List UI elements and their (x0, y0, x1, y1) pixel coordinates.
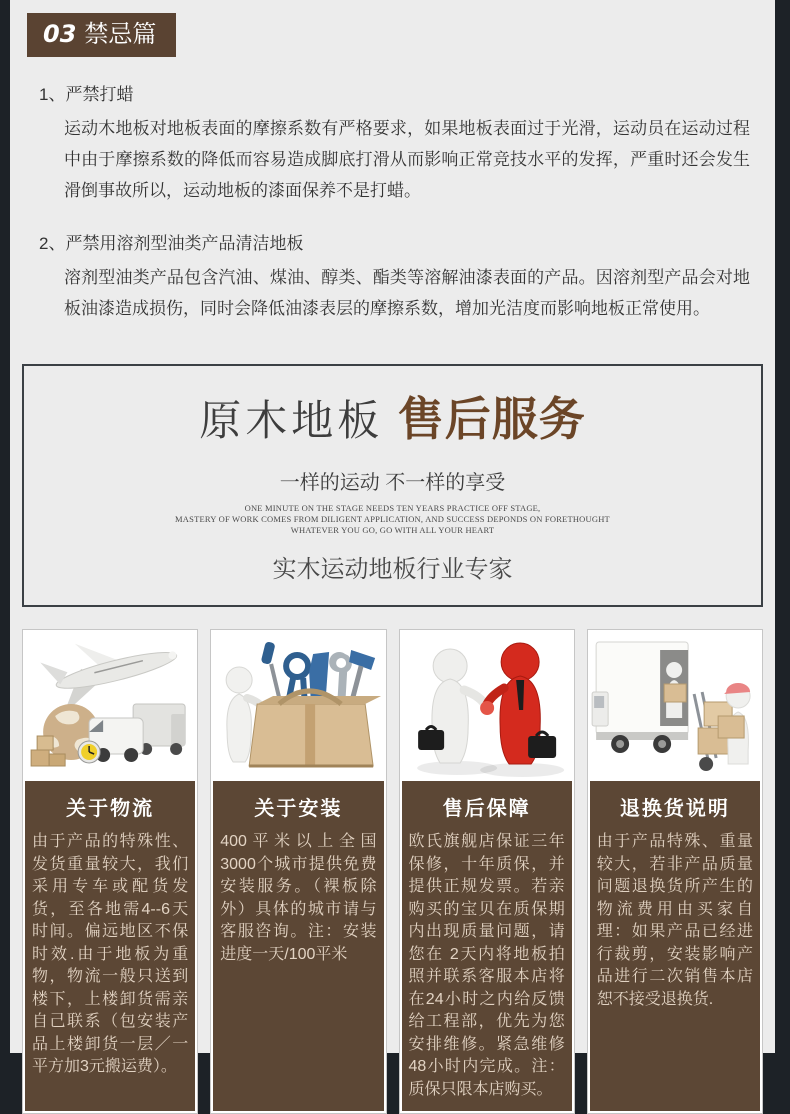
toolbox-illustration (213, 632, 383, 781)
card-body: 400平米以上全国3000个城市提供免费安装服务。（裸板除外）具体的城市请与客服咨询。注：安装进度一天/100平米 (220, 833, 377, 963)
card-text-area (402, 781, 572, 1111)
section-title: 禁忌篇 (84, 21, 157, 48)
card-title: 关于物流 (66, 798, 155, 820)
card-body: 由于产品特殊、重量较大，若非产品质量问题退换货所产生的物流费用由买家自理：如果产品已经进行裁剪，安装影响产品进行二次销售本店恕不接受退换货. (596, 833, 753, 1008)
taboo-item-title: 2、严禁用溶剂型油类产品清洁地板 (39, 234, 304, 253)
taboo-section (10, 0, 775, 324)
card-text-area (25, 781, 195, 1111)
banner-english-line: WHATEVER YOU GO, GO WITH ALL YOUR HEART (290, 525, 495, 535)
banner-subtitle: 一样的运动 不一样的享受 (279, 472, 506, 494)
card-title: 关于安装 (254, 798, 343, 820)
page-content (10, 0, 775, 1098)
section-number: 03 (43, 20, 77, 48)
card-body: 由于产品的特殊性、发货重量较大，我们采用专车或配货发货，至各地需4--6天时间。偏远地区不保时效.由于地板为重物，物流一般只送到楼下，上楼卸货需亲自己联系（包安装产品上楼卸货一层／一平方加3元搬运费）。 (32, 833, 189, 1075)
info-card-logistics (22, 629, 198, 1114)
banner-english-line: ONE MINUTE ON THE STAGE NEEDS TEN YEARS PRACTICE OFF STAGE, (244, 503, 541, 513)
banner-title-light: 原木地板 (199, 397, 384, 444)
card-title: 退换货说明 (619, 798, 730, 820)
taboo-item (27, 229, 755, 324)
white-figure (418, 649, 486, 763)
info-columns (22, 629, 763, 1114)
info-card-guarantee (399, 629, 575, 1114)
handshake-illustration (402, 632, 572, 781)
card-body: 欧氏旗舰店保证三年保修，十年质保，并提供正规发票。若亲购买的宝贝在质保期内出现质量问题，请您在 2天内将地板拍照并联系客服本店将在24小时之内给反馈给工程部，优先为您安排维修。紧急维修48小时内完成。注：质保只限本店购买。 (408, 833, 565, 1098)
delivery-illustration (590, 632, 760, 781)
taboo-item-body: 运动木地板对地板表面的摩擦系数有严格要求，如果地板表面过于光滑，运动员在运动过程中由于摩擦系数的降低而容易造成脚底打滑从而影响正常竞技水平的发挥，严重时还会发生滑倒事故所以，运动地板的漆面保养不是打蜡。 (64, 119, 750, 200)
banner-title (24, 383, 761, 449)
banner-title-bold: 售后服务 (397, 393, 586, 445)
info-card-returns (587, 629, 763, 1114)
taboo-item-body: 溶剂型油类产品包含汽油、煤油、醇类、酯类等溶解油漆表面的产品。因溶剂型产品会对地板油漆造成损伤，同时会降低油漆表层的摩擦系数，增加光洁度而影响地板正常使用。 (64, 268, 750, 318)
banner-tagline: 实木运动地板行业专家 (272, 556, 513, 583)
taboo-item-title: 1、严禁打蜡 (39, 85, 134, 104)
banner-english-line: MASTERY OF WORK COMES FROM DILIGENT APPLICATION, AND SUCCESS DEPONDS ON FORETHOUGHT (175, 514, 610, 524)
card-text-area (590, 781, 760, 1111)
section-badge (27, 13, 176, 57)
card-text-area (213, 781, 383, 1111)
service-banner (22, 364, 763, 607)
banner-english-text (24, 503, 761, 536)
taboo-item (27, 80, 755, 206)
red-figure (486, 643, 556, 764)
logistics-illustration (25, 632, 195, 781)
hammer (349, 650, 375, 704)
card-title: 售后保障 (442, 798, 531, 820)
info-card-installation (210, 629, 386, 1114)
